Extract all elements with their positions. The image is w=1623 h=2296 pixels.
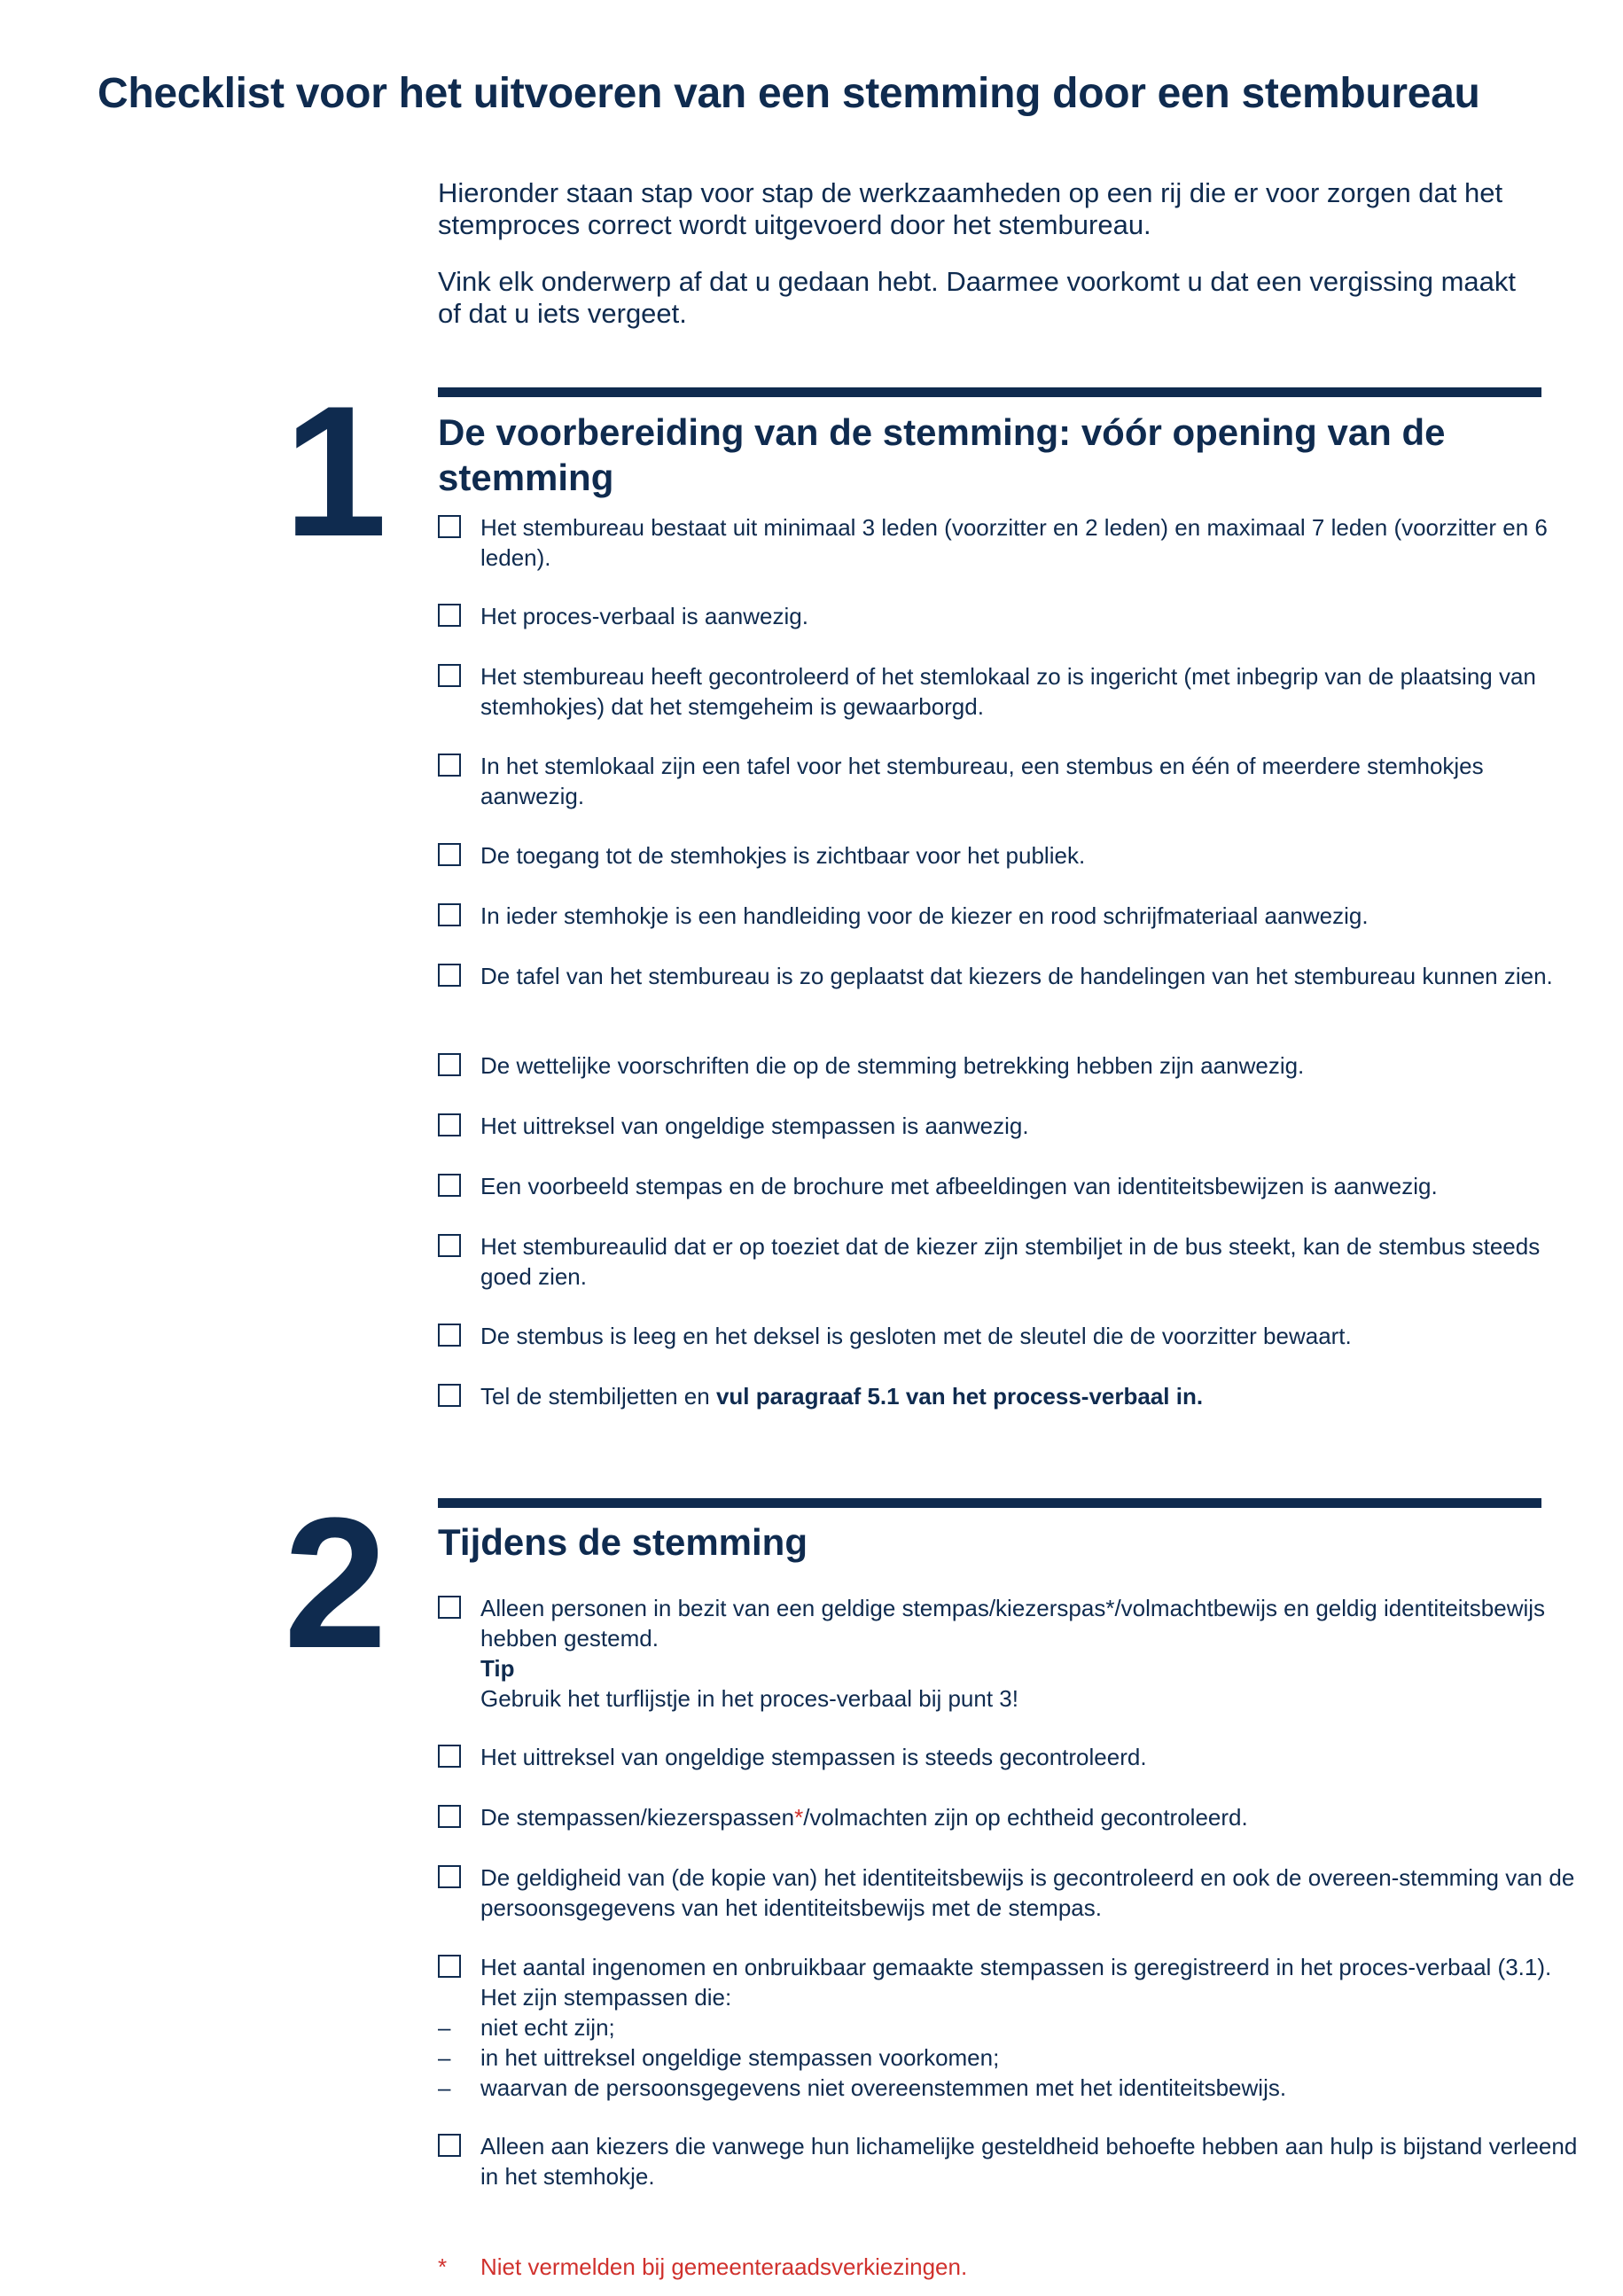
checklist-item <box>438 512 1584 573</box>
checkbox[interactable] <box>438 515 461 538</box>
dash-list <box>438 2012 1584 2103</box>
checklist-item-text: De geldigheid van (de kopie van) het identiteitsbewijs is gecontroleerd en ook de overeen-stemming van de persoonsgegevens van het identiteitsbewijs met de stempas. <box>480 1864 1575 1921</box>
checklist-item <box>438 1802 1584 1832</box>
checkbox[interactable] <box>438 1174 461 1197</box>
checklist-item-text: De stempassen/kiezerspassen <box>480 1804 795 1831</box>
checklist-item <box>438 1321 1584 1351</box>
checkbox[interactable] <box>438 1053 461 1076</box>
checklist-item-text: Een voorbeeld stempas en de brochure met afbeeldingen van identiteitsbewijzen is aanwezig. <box>480 1173 1438 1199</box>
intro <box>438 177 1546 355</box>
checklist-item-text: De tafel van het stembureau is zo geplaatst dat kiezers de handelingen van het stembureau kunnen zien. <box>480 963 1553 989</box>
checkbox[interactable] <box>438 1596 461 1619</box>
page-title: Checklist voor het uitvoeren van een stemming door een stembureau <box>98 70 1480 118</box>
checklist-item <box>438 961 1584 991</box>
checklist-item <box>438 1742 1584 1772</box>
dash-list-item <box>438 2042 1584 2073</box>
footnote <box>438 2252 967 2282</box>
checklist-item <box>438 601 1584 631</box>
section-2-rule <box>438 1498 1541 1508</box>
footnote-star: * <box>438 2253 448 2280</box>
checklist-item <box>438 751 1584 811</box>
dash: – <box>438 2014 451 2041</box>
tip-text: Gebruik het turflijstje in het proces-verbaal bij punt 3! <box>480 1685 1018 1712</box>
checkbox[interactable] <box>438 2134 461 2157</box>
checkbox[interactable] <box>438 754 461 777</box>
section-1-rule <box>438 387 1541 397</box>
checklist-item <box>438 2131 1584 2191</box>
checklist-item-text: Het uittreksel van ongeldige stempassen is steeds gecontroleerd. <box>480 1744 1147 1770</box>
checklist-item-text: Het stembureau bestaat uit minimaal 3 leden (voorzitter en 2 leden) en maximaal 7 leden (voorzitter en 6 leden). <box>480 514 1548 571</box>
checklist-item <box>438 1381 1584 1411</box>
checklist-item-text: De stembus is leeg en het deksel is gesloten met de sleutel die de voorzitter bewaart. <box>480 1323 1352 1349</box>
intro-paragraph-2: Vink elk onderwerp af dat u gedaan hebt. Daarmee voorkomt u dat een vergissing maakt of dat u iets vergeet. <box>438 266 1517 329</box>
dash-list-item <box>438 2012 1584 2042</box>
checklist-item <box>438 1111 1584 1141</box>
tip-label: Tip <box>480 1655 515 1682</box>
checklist-item-text-cont: /volmachten zijn op echtheid gecontroleerd. <box>803 1804 1248 1831</box>
checklist-item-text: Het stembureaulid dat er op toeziet dat de kiezer zijn stembiljet in de bus steekt, kan de stembus steeds goed zien. <box>480 1233 1541 1290</box>
checklist-item <box>438 840 1584 871</box>
checklist-item-text: Het proces-verbaal is aanwezig. <box>480 603 808 629</box>
checklist-item-text: Het stembureau heeft gecontroleerd of het stemlokaal zo is ingericht (met inbegrip van de plaatsing van stemhokjes) dat het stemgeheim is gewaarborgd. <box>480 663 1536 720</box>
checklist-item <box>438 661 1584 722</box>
checklist-item-emphasis: vul paragraaf 5.1 van het process-verbaal in. <box>715 1383 1204 1410</box>
dash-list-item-text: waarvan de persoonsgegevens niet overeenstemmen met het identiteitsbewijs. <box>480 2074 1287 2101</box>
checklist-item-text: In ieder stemhokje is een handleiding voor de kiezer en rood schrijfmateriaal aanwezig. <box>480 902 1369 929</box>
checklist-item <box>438 1952 1584 2103</box>
footnote-marker: * <box>794 1804 804 1831</box>
checklist-item-text: Tel de stembiljetten en <box>480 1383 716 1410</box>
checklist-item <box>438 901 1584 931</box>
checklist-item <box>438 1593 1584 1714</box>
checklist-item <box>438 1231 1584 1292</box>
checklist-item <box>438 1171 1584 1201</box>
checklist-item <box>438 1050 1584 1081</box>
dash: – <box>438 2044 451 2071</box>
footnote-text: Niet vermelden bij gemeenteraadsverkiezingen. <box>480 2253 968 2280</box>
checklist-item-text: De toegang tot de stemhokjes is zichtbaar voor het publiek. <box>480 842 1086 869</box>
checkbox[interactable] <box>438 1234 461 1257</box>
checkbox[interactable] <box>438 1113 461 1136</box>
checkbox[interactable] <box>438 1324 461 1347</box>
checkbox[interactable] <box>438 1384 461 1407</box>
dash-list-item-text: in het uittreksel ongeldige stempassen voorkomen; <box>480 2044 1000 2071</box>
checklist-item <box>438 1863 1584 1923</box>
checklist-item-text: Alleen personen in bezit van een geldige stempas/kiezerspas*/volmachtbewijs en geldig identiteitsbewijs hebben gestemd. <box>480 1595 1546 1652</box>
dash-list-item-text: niet echt zijn; <box>480 2014 615 2041</box>
checkbox[interactable] <box>438 664 461 687</box>
checkbox[interactable] <box>438 964 461 987</box>
checkbox[interactable] <box>438 903 461 926</box>
checkbox[interactable] <box>438 1745 461 1768</box>
checkbox[interactable] <box>438 843 461 866</box>
checklist-item-text: In het stemlokaal zijn een tafel voor het stembureau, een stembus en één of meerdere stemhokjes aanwezig. <box>480 753 1484 809</box>
checklist-item-text: Het uittreksel van ongeldige stempassen is aanwezig. <box>480 1113 1029 1139</box>
checklist-item-text: Het aantal ingenomen en onbruikbaar gemaakte stempassen is geregistreerd in het proces-verbaal (3.1). Het zijn stempassen die: <box>480 1954 1552 2011</box>
section-2-number: 2 <box>284 1479 387 1687</box>
section-1-number: 1 <box>284 367 387 575</box>
section-1-heading: De voorbereiding van de stemming: vóór opening van de stemming <box>438 411 1446 498</box>
dash-list-item <box>438 2073 1584 2103</box>
checklist-item-text: De wettelijke voorschriften die op de stemming betrekking hebben zijn aanwezig. <box>480 1052 1305 1079</box>
checklist-item-text: Alleen aan kiezers die vanwege hun lichamelijke gesteldheid behoefte hebben aan hulp is bijstand verleend in het stemhokje. <box>480 2133 1578 2190</box>
checkbox[interactable] <box>438 1955 461 1978</box>
dash: – <box>438 2074 451 2101</box>
section-2-heading: Tijdens de stemming <box>438 1521 808 1563</box>
checkbox[interactable] <box>438 1865 461 1888</box>
intro-paragraph-1: Hieronder staan stap voor stap de werkzaamheden op een rij die er voor zorgen dat het stemproces correct wordt uitgevoerd door het stembureau. <box>438 177 1503 240</box>
checkbox[interactable] <box>438 604 461 627</box>
checkbox[interactable] <box>438 1805 461 1828</box>
